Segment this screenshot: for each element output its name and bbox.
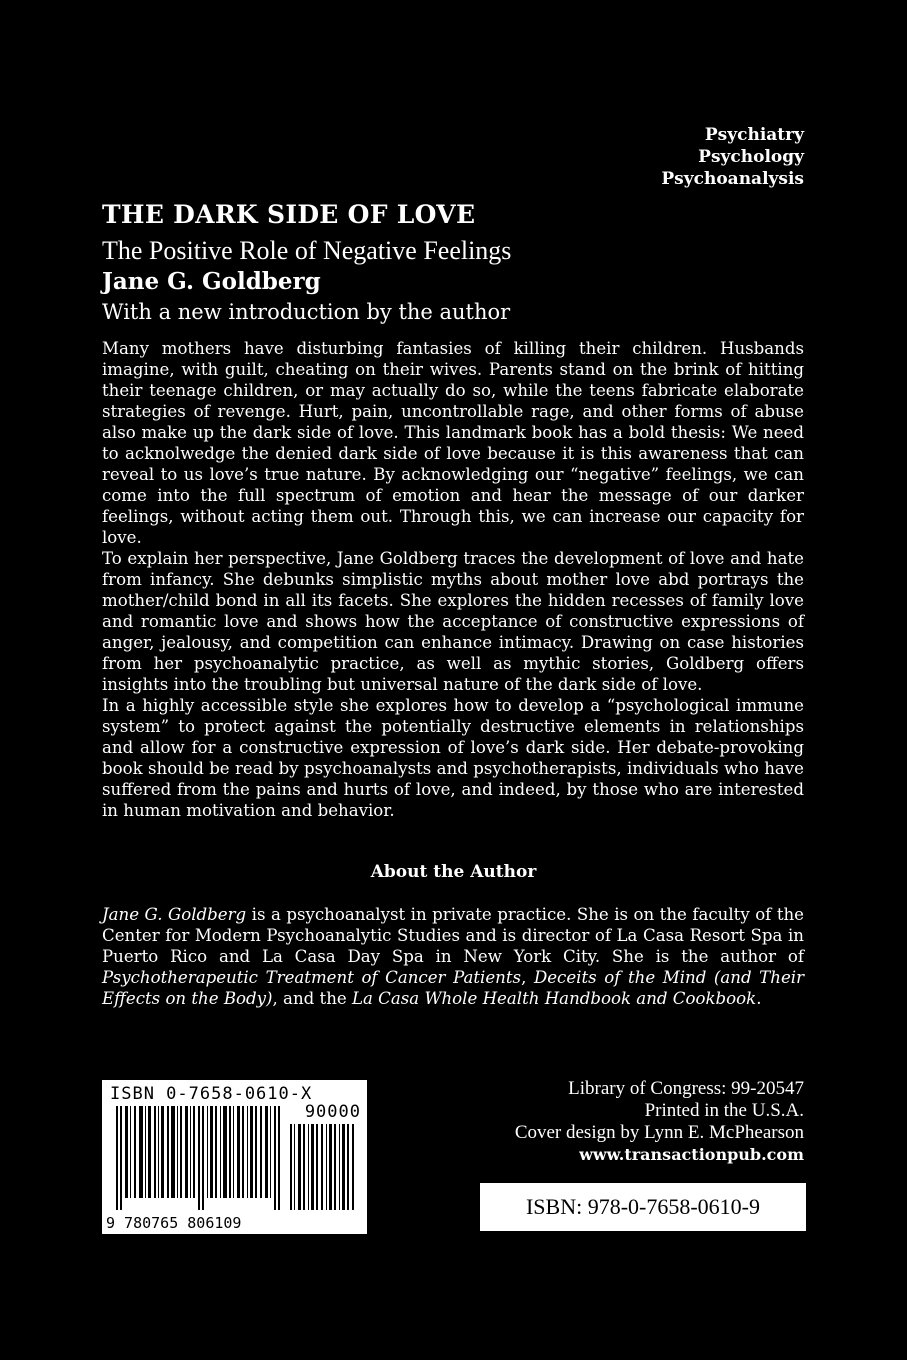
description-paragraph-2: To explain her perspective, Jane Goldberg traces the development of love and hate from infancy. She debunks simplistic myths about mother love abd portrays the mother/child bond in all its facets. She explores the hidden recesses of family love and romantic love and shows how the acceptance of constructive expressions of anger, jealousy, and competition can enhance intimacy. Drawing on case histories from her psychoanalytic practice, as well as mythic stories, Goldberg offers insights into the troubling but universal nature of the dark side of love. xyxy=(102,549,804,694)
about-author-text xyxy=(102,904,804,1009)
barcode-bars xyxy=(110,1106,360,1214)
about-author-heading: About the Author xyxy=(370,862,537,882)
publisher-website[interactable]: www.transactionpub.com xyxy=(579,1145,804,1164)
category-psychology: Psychology xyxy=(698,147,804,167)
publication-info xyxy=(515,1078,804,1166)
description-paragraph-3: In a highly accessible style she explores how to develop a “psychological immune system” to protect against the potentially destructive elements in relationships and allow for a constructive expression of love’s dark side. Her debate-provoking book should be read by psychoanalysts and psychotherapists, individuals who have suffered from the pains and hurts of love, and indeed, by those who are interested in human motivation and behavior. xyxy=(102,696,804,820)
printed-in: Printed in the U.S.A. xyxy=(644,1100,804,1121)
cover-design: Cover design by Lynn E. McPhearson xyxy=(514,1122,804,1143)
about-end: . xyxy=(756,989,762,1008)
book-subtitle: The Positive Role of Negative Feelings xyxy=(102,236,512,265)
category-psychoanalysis: Psychoanalysis xyxy=(661,169,804,189)
book-3: La Casa Whole Health Handbook and Cookbook xyxy=(351,989,757,1008)
description xyxy=(102,338,804,821)
book-title: THE DARK SIDE OF LOVE xyxy=(102,200,476,229)
book-2: Deceits of the Mind (and Their Effects on the Body) xyxy=(102,968,804,1008)
book-author: Jane G. Goldberg xyxy=(102,268,321,295)
about-text-1: is a psychoanalyst in private practice. She is on the faculty of the Center for Modern Psychoanalytic Studies and is director of La Casa Resort Spa in Puerto Rico and La Casa Day Spa in New York City. She is the author of xyxy=(102,905,804,966)
about-author-name: Jane G. Goldberg xyxy=(102,905,247,924)
barcode xyxy=(102,1080,367,1234)
barcode-ean: 9 780765 806109 xyxy=(106,1214,242,1232)
about-sep-2: , and the xyxy=(272,989,352,1008)
about-sep-1: , xyxy=(521,968,534,987)
subject-categories xyxy=(661,124,804,190)
intro-note: With a new introduction by the author xyxy=(102,300,511,324)
isbn-13: ISBN: 978-0-7658-0610-9 xyxy=(480,1183,806,1231)
category-psychiatry: Psychiatry xyxy=(704,125,804,145)
barcode-isbn: ISBN 0-7658-0610-X xyxy=(110,1084,313,1104)
description-paragraph-1: Many mothers have disturbing fantasies of killing their children. Husbands imagine, with guilt, cheating on their wives. Parents stand on the brink of hitting their teenage children, or may actually do so, while the teens fabricate elaborate strategies of revenge. Hurt, pain, uncontrollable rage, and other forms of abuse also make up the dark side of love. This landmark book has a bold thesis: We need to acknolwedge the denied dark side of love because it is this awareness that can reveal to us love’s true nature. By acknowledging our “negative” feelings, we can come into the full spectrum of emotion and hear the message of our darker feelings, without acting them out. Through this, we can increase our capacity for love. xyxy=(102,339,804,547)
library-of-congress: Library of Congress: 99-20547 xyxy=(568,1078,804,1099)
barcode-price: 90000 xyxy=(304,1102,361,1122)
book-1: Psychotherapeutic Treatment of Cancer Patients xyxy=(102,968,522,987)
